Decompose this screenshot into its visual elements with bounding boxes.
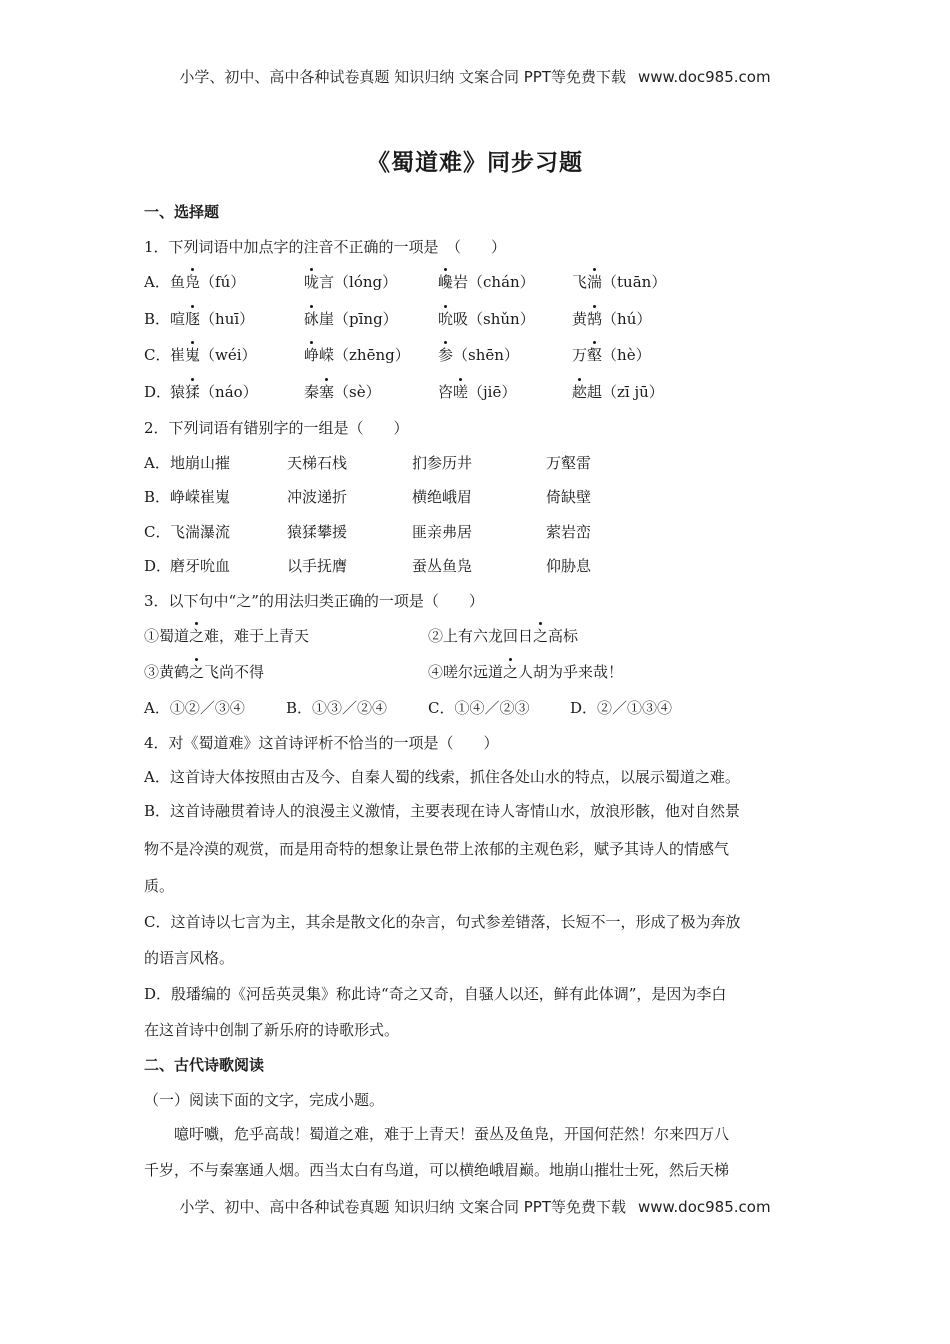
q4-option-b-line-1: B．这首诗融贯着诗人的浪漫主义激情，主要表现在诗人寄情山水，放浪形骸，他对自然景 bbox=[144, 802, 741, 820]
q4-option-d-line-1: D．殷璠编的《河岳英灵集》称此诗“奇之又奇，自骚人以还，鲜有此体调”，是因为李白 bbox=[144, 985, 727, 1003]
q4-option-c-line-1: C．这首诗以七言为主，其余是散文化的杂言，句式参差错落，长短不一，形成了极为奔放 bbox=[144, 913, 741, 931]
q3-sentence-1: ①蜀道之难，难于上青天 bbox=[144, 627, 310, 645]
q1-a-item-2: 咙言（lóng） bbox=[304, 273, 398, 291]
footer-url[interactable]: www.doc985.com bbox=[637, 1198, 771, 1216]
q4-option-d-line-2: 在这首诗中创制了新乐府的诗歌形式。 bbox=[144, 1021, 400, 1039]
q1-a-item-1: 鱼凫（fú） bbox=[170, 273, 246, 291]
q1-d-item-4: 趑趄（zī jū） bbox=[572, 383, 664, 401]
question-2-stem: 2．下列词语有错别字的一组是（ ） bbox=[144, 419, 409, 437]
reading-intro: （一）阅读下面的文字，完成小题。 bbox=[144, 1091, 385, 1109]
q3-sentence-3: ③黄鹤之飞尚不得 bbox=[144, 663, 265, 681]
q1-b-item-1: 喧豗（huī） bbox=[170, 310, 255, 328]
question-1-stem: 1．下列词语中加点字的注音不正确的一项是 （ ） bbox=[144, 238, 507, 256]
reading-paragraph-line-1: 噫吁嚱，危乎高哉！蜀道之难，难于上青天！蚕丛及鱼凫，开国何茫然！尔来四万八 bbox=[174, 1125, 730, 1143]
header-url[interactable]: www.doc985.com bbox=[637, 68, 771, 86]
q1-c-item-4: 万壑（hè） bbox=[572, 346, 651, 364]
q1-a-item-3: 巉岩（chán） bbox=[438, 273, 535, 291]
q1-c-item-1: 崔嵬（wéi） bbox=[170, 346, 257, 364]
q1-a-item-4: 飞湍（tuān） bbox=[572, 273, 667, 291]
q4-option-c-line-2: 的语言风格。 bbox=[144, 949, 235, 967]
q1-d-item-3: 咨嗟（jiē） bbox=[438, 383, 517, 401]
q3-sentence-2: ②上有六龙回日之高标 bbox=[428, 627, 579, 645]
question-3-stem: 3．以下句中“之”的用法归类正确的一项是（ ） bbox=[144, 592, 484, 610]
q4-option-b-line-3: 质。 bbox=[144, 877, 175, 895]
q1-c-item-2: 峥嵘（zhēng） bbox=[304, 346, 410, 364]
q1-b-item-2: 砯崖（pīng） bbox=[304, 310, 398, 328]
q3-sentence-4: ④嗟尔远道之人胡为乎来哉！ bbox=[428, 663, 624, 681]
header-text: 小学、初中、高中各种试卷真题 知识归纳 文案合同 PPT等免费下载 bbox=[179, 68, 626, 86]
page-footer bbox=[0, 1196, 950, 1217]
section-heading-poetry: 二、古代诗歌阅读 bbox=[144, 1056, 265, 1074]
reading-paragraph-line-2: 千岁，不与秦塞通人烟。西当太白有鸟道，可以横绝峨眉巅。地崩山摧壮士死，然后天梯 bbox=[144, 1161, 730, 1179]
q1-d-item-1: 猿猱（náo） bbox=[170, 383, 258, 401]
q1-d-item-2: 秦塞（sè） bbox=[304, 383, 381, 401]
q1-b-item-4: 黄鹄（hú） bbox=[572, 310, 652, 328]
section-heading-choice: 一、选择题 bbox=[144, 203, 220, 221]
q1-b-item-3: 吮吸（shǔn） bbox=[438, 310, 535, 328]
q4-option-b-line-2: 物不是冷漠的观赏，而是用奇特的想象让景色带上浓郁的主观色彩，赋予其诗人的情感气 bbox=[144, 840, 730, 858]
q1-c-item-3: 参（shēn） bbox=[438, 346, 519, 364]
page-title: 《蜀道难》同步习题 bbox=[367, 150, 583, 176]
q4-option-a: A．这首诗大体按照由古及今、自秦人蜀的线索，抓住各处山水的特点，以展示蜀道之难。 bbox=[144, 768, 740, 786]
page-header bbox=[0, 66, 950, 87]
question-4-stem: 4．对《蜀道难》这首诗评析不恰当的一项是（ ） bbox=[144, 734, 499, 752]
footer-text: 小学、初中、高中各种试卷真题 知识归纳 文案合同 PPT等免费下载 bbox=[179, 1198, 626, 1216]
